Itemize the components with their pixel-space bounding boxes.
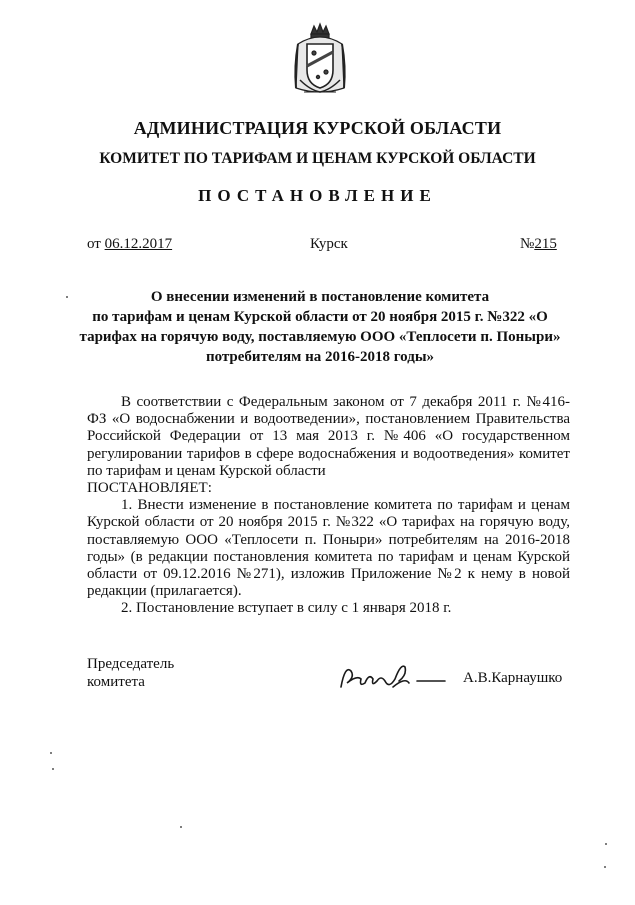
signatory-name: А.В.Карнаушко [463, 670, 563, 686]
handwritten-signature [335, 657, 455, 697]
document-body [87, 394, 570, 618]
item-2: 2. Постановление вступает в силу с 1 января 2018 г. [121, 600, 452, 617]
scan-speck [50, 752, 52, 754]
subject-line: О внесении изменений в постановление комитета [150, 289, 490, 305]
signatory-position: Председатель комитета [87, 656, 175, 690]
document-city: Курск [310, 236, 348, 252]
document-number: №215 [520, 236, 557, 252]
scan-speck [604, 866, 606, 868]
intro-paragraph: В соответствии с Федеральным законом от 7 декабря 2011 г. №416-ФЗ «О водоснабжении и водоотведении», постановлением Правительства Российской Федерации от 13 мая 2013 г. №406 «О государственном регулировании тарифов в сфере водоснабжения и водоотведения» комитет по тарифам и ценам Курской области [87, 394, 570, 479]
organization-title: АДМИНИСТРАЦИЯ КУРСКОЙ ОБЛАСТИ [133, 118, 502, 138]
subject-line: потребителям на 2016-2018 годы» [205, 349, 435, 365]
subject-line: тарифах на горячую воду, поставляемую ООО «Теплосети п. Поныри» [79, 329, 561, 345]
scan-speck [605, 843, 607, 845]
document-date: от 06.12.2017 [87, 236, 173, 252]
coat-of-arms-icon [290, 22, 350, 100]
committee-title: КОМИТЕТ ПО ТАРИФАМ И ЦЕНАМ КУРСКОЙ ОБЛАСТИ [99, 150, 536, 167]
document-subject [70, 287, 570, 367]
scan-speck [66, 296, 68, 298]
item-1: 1. Внести изменение в постановление комитета по тарифам и ценам Курской области от 20 ноября 2015 г. №322 «О тарифах на горячую воду, поставляемую ООО «Теплосети п. Поныри» потребителям на 2016-2018 годы» (в редакции постановления комитета по тарифам и ценам Курской области от 09.12.2016 №271), изложив Приложение №2 к нему в новой редакции (прилагается). [87, 497, 570, 600]
document-type-title: ПОСТАНОВЛЕНИЕ [198, 186, 437, 205]
scan-speck [52, 768, 54, 770]
scan-speck [180, 826, 182, 828]
subject-line: по тарифам и ценам Курской области от 20 ноября 2015 г. №322 «О [92, 309, 548, 325]
resolve-word: ПОСТАНОВЛЯЕТ: [87, 480, 212, 497]
